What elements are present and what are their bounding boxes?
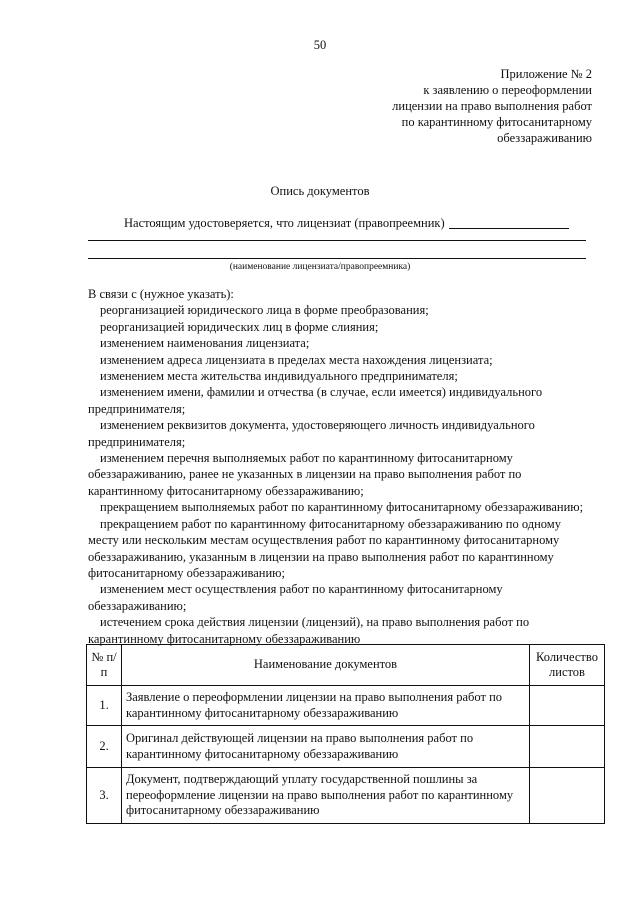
reason-item: реорганизацией юридических лиц в форме слияния;: [100, 319, 379, 334]
reason-item: изменением реквизитов документа, удостоверяющего личность индивидуального предпринимателя;: [88, 418, 535, 449]
reason-item: изменением мест осуществления работ по карантинному фитосанитарному обеззараживанию;: [88, 582, 503, 613]
row-name: Документ, подтверждающий уплату государственной пошлины за переоформление лицензии на право выполнения работ по карантинному фитосанитарному обеззараживанию: [122, 768, 530, 824]
reason-item: прекращением выполняемых работ по карантинному фитосанитарному обеззараживанию;: [100, 500, 584, 515]
reason-item: прекращением работ по карантинному фитосанитарному обеззараживанию по одному месту или нескольким местам осуществления работ по карантинному фитосанитарному обеззараживанию, указанным в лицензии на право выполнения работ по карантинному фитосанитарному обеззараживанию;: [88, 516, 561, 580]
appendix-header: [392, 66, 592, 146]
appendix-line-3: лицензии на право выполнения работ: [392, 99, 592, 113]
appendix-line-1: Приложение № 2: [500, 67, 592, 81]
row-num: 3.: [87, 768, 122, 824]
reason-item: изменением перечня выполняемых работ по карантинному фитосанитарному обеззараживанию, ранее не указанных в лицензии на право выполнения работ по карантинному фитосанитарному обеззараживанию;: [88, 451, 522, 498]
appendix-line-2: к заявлению о переоформлении: [423, 83, 592, 97]
row-qty: [530, 768, 605, 824]
reason-item: изменением имени, фамилии и отчества (в случае, если имеется) индивидуального предпринимателя;: [88, 385, 543, 416]
table-header-row: [87, 645, 605, 686]
table-row: [87, 726, 605, 768]
certify-text: Настоящим удостоверяется, что лицензиат (правопреемник): [124, 216, 445, 230]
row-name: Заявление о переоформлении лицензии на право выполнения работ по карантинному фитосанитарному обеззараживанию: [122, 686, 530, 726]
row-qty: [530, 686, 605, 726]
reason-item: изменением места жительства индивидуального предпринимателя;: [100, 369, 458, 384]
licensee-caption: (наименование лицензиата/правопреемника): [229, 262, 411, 272]
reasons-intro: В связи с (нужное указать):: [88, 287, 234, 301]
page-number: 50: [313, 38, 327, 52]
table-row: [87, 686, 605, 726]
header-num: № п/п: [87, 645, 122, 686]
row-num: 1.: [87, 686, 122, 726]
appendix-line-4: по карантинному фитосанитарному: [401, 115, 592, 129]
reason-item: реорганизацией юридического лица в форме преобразования;: [100, 303, 429, 318]
documents-table: [86, 644, 605, 824]
row-name: Оригинал действующей лицензии на право выполнения работ по карантинному фитосанитарному обеззараживанию: [122, 726, 530, 768]
document-title: Опись документов: [270, 184, 370, 198]
row-qty: [530, 726, 605, 768]
reason-item: изменением наименования лицензиата;: [100, 336, 310, 351]
reason-item: изменением адреса лицензиата в пределах места нахождения лицензиата;: [100, 352, 493, 367]
header-qty: Количество листов: [530, 645, 605, 686]
table-row: [87, 768, 605, 824]
licensee-fill-line: [88, 240, 586, 241]
reason-item: истечением срока действия лицензии (лицензий), на право выполнения работ по карантинному фитосанитарному обеззараживанию: [88, 615, 530, 646]
appendix-line-5: обеззараживанию: [497, 131, 592, 145]
row-num: 2.: [87, 726, 122, 768]
licensee-fill-line: [88, 258, 586, 259]
certify-statement: [124, 216, 569, 231]
header-name: Наименование документов: [122, 645, 530, 686]
licensee-blank: [449, 228, 569, 229]
reasons-section: [88, 286, 592, 647]
